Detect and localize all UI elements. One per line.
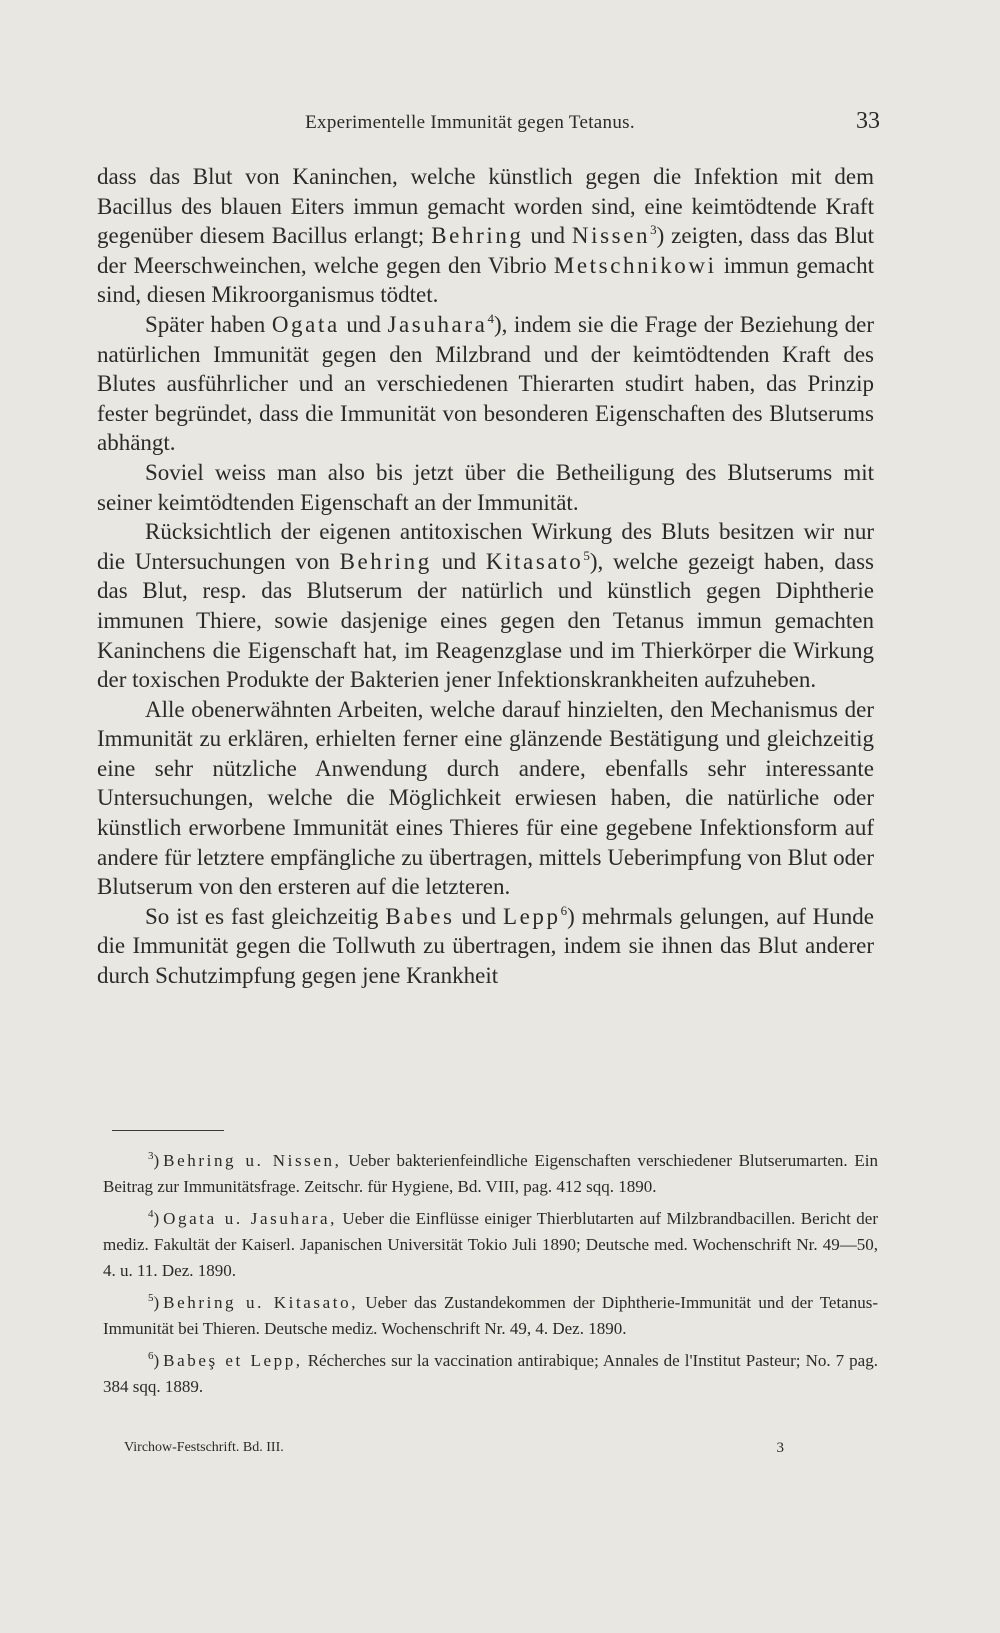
text-run: ) zeigten, dass das Blut der Meerschweinchen, welche gegen den Vibrio [97,223,874,278]
author-name: Lepp [502,903,561,929]
author-name: Behring [339,548,432,574]
text-run: ), indem sie die Frage der Beziehung der natürlichen Immunität gegen den Milzbrand und der keimtödtenden Kraft des Blutes ausführlicher und an verschiedenen Thierarten studirt haben, das Prinzip fester begründet, dass die Immunität von besonderen Eigenschaften des Blutserums abhängt. [97,311,874,456]
footnote-divider [112,1130,224,1131]
author-name: Ogata [271,311,340,337]
text-run: ) mehrmals gelungen, auf Hunde die Immunität gegen die Tollwuth zu übertragen, indem sie ihnen das Blut anderer durch Schutzimpfung gegen jene Krankheit [97,903,874,989]
signature-number: 3 [776,1440,784,1456]
author-name: Metschnikowi [553,252,717,278]
text-run: und [454,903,503,929]
author-name: Behring [431,223,524,249]
text-run: Später haben [145,311,272,337]
footnote-marker: $^3$) [148,1150,160,1170]
text-run: ), welche gezeigt haben, dass das Blut, resp. das Blutserum der natürlich und künstlich gegen Diphtherie immunen Thiere, sowie dasjenige eines gegen den Tetanus immun gemachten Kaninchens die Eigenschaft hat, im Reagenzglase und im Thierkörper die Wirkung der toxischen Produkte der Bakterien jener Infektionskrankheiten aufzuheben. [97,548,874,693]
footnote-3 [103,1148,878,1200]
footnote-authors: Ogata u. Jasuhara, [163,1209,337,1228]
paragraph-2 [97,310,874,458]
text-run: So ist es fast gleichzeitig [145,903,386,929]
printer-signature [124,1440,784,1464]
footnote-authors: Behring u. Kitasato, [163,1293,359,1312]
footnote-ref: 3 [650,222,657,238]
footnote-marker: $^6$) [148,1350,160,1370]
footnote-marker: $^4$) [148,1208,160,1228]
footnote-5 [103,1290,878,1342]
footnote-ref: 5 [583,547,590,563]
footnote-ref: 6 [560,902,568,918]
paragraph-1 [97,162,874,310]
paragraph-5: Alle obenerwähnten Arbeiten, welche darauf hinzielten, den Mechanismus der Immunität zu erklären, erhielten ferner eine glänzende Bestätigung und gleichzeitig eine sehr nützliche Anwendung durch andere, ebenfalls sehr interessante Untersuchungen, welche die Möglichkeit erwiesen haben, die natürliche oder künstlich erworbene Immunität eines Thieres für eine gegebene Infektionsform auf andere für letztere empfängliche zu übertragen, mittels Ueberimpfung von Blut oder Blutserum von den ersteren auf die letzteren. [97,696,874,900]
footnote-text: Récherches sur la vaccination antirabique; Annales de l'Institut Pasteur; No. 7 pag. 384 sqq. 1889. [103,1351,878,1396]
text-run: und [431,548,486,574]
body-text [97,162,874,991]
footnote-6 [103,1348,878,1400]
footnote-text: Ueber das Zustandekommen der Diphtherie-Immunität und der Tetanus-Immunität bei Thieren. Deutsche mediz. Wochenschrift Nr. 49, 4. Dez. 1890. [103,1293,878,1338]
paragraph-3: Soviel weiss man also bis jetzt über die Betheiligung des Blutserums mit seiner keimtödtenden Eigenschaft an der Immunität. [97,459,874,515]
footnote-text: Ueber die Einflüsse einiger Thierblutarten auf Milzbrandbacillen. Bericht der mediz. Fakultät der Kaiserl. Japanischen Universität Tokio Juli 1890; Deutsche med. Wochenschrift Nr. 49—50, 4. u. 11. Dez. 1890. [103,1209,878,1280]
footnote-4 [103,1206,878,1284]
footnotes [103,1148,878,1406]
author-name: Babes [385,903,455,929]
paragraph-4 [97,517,874,695]
author-name: Nissen [571,223,651,249]
running-title: Experimentelle Immunität gegen Tetanus. [305,112,635,133]
footnote-marker: $^5$) [148,1292,160,1312]
paragraph-6 [97,902,874,991]
text-run: und [523,223,572,249]
footnote-text: Ueber bakterienfeindliche Eigenschaften verschiedener Blutserumarten. Ein Beitrag zur Immunitätsfrage. Zeitschr. für Hygiene, Bd. VIII, pag. 412 sqq. 1890. [103,1151,878,1196]
signature-title: Virchow-Festschrift. Bd. III. [124,1440,284,1455]
text-run: dass das Blut von Kaninchen, welche künstlich gegen die Infektion mit dem Bacillus des blauen Eiters immun gemacht worden sind, eine keimtödtende Kraft gegenüber diesem Bacillus erlangt; [97,164,874,249]
text-run: Rücksichtlich der eigenen antitoxischen Wirkung des Bluts besitzen wir nur die Untersuchungen von [97,519,874,574]
text-run: immun gemacht sind, diesen Mikroorganismus tödtet. [97,252,874,308]
footnote-authors: Babeş et Lepp, [163,1351,303,1370]
text-run: und [339,311,388,337]
footnote-ref: 4 [487,310,494,326]
author-name: Kitasato [485,548,584,574]
author-name: Jasuhara [387,311,488,337]
running-header [100,108,880,148]
footnote-authors: Behring u. Nissen, [163,1151,342,1170]
page-number: 33 [856,108,880,134]
